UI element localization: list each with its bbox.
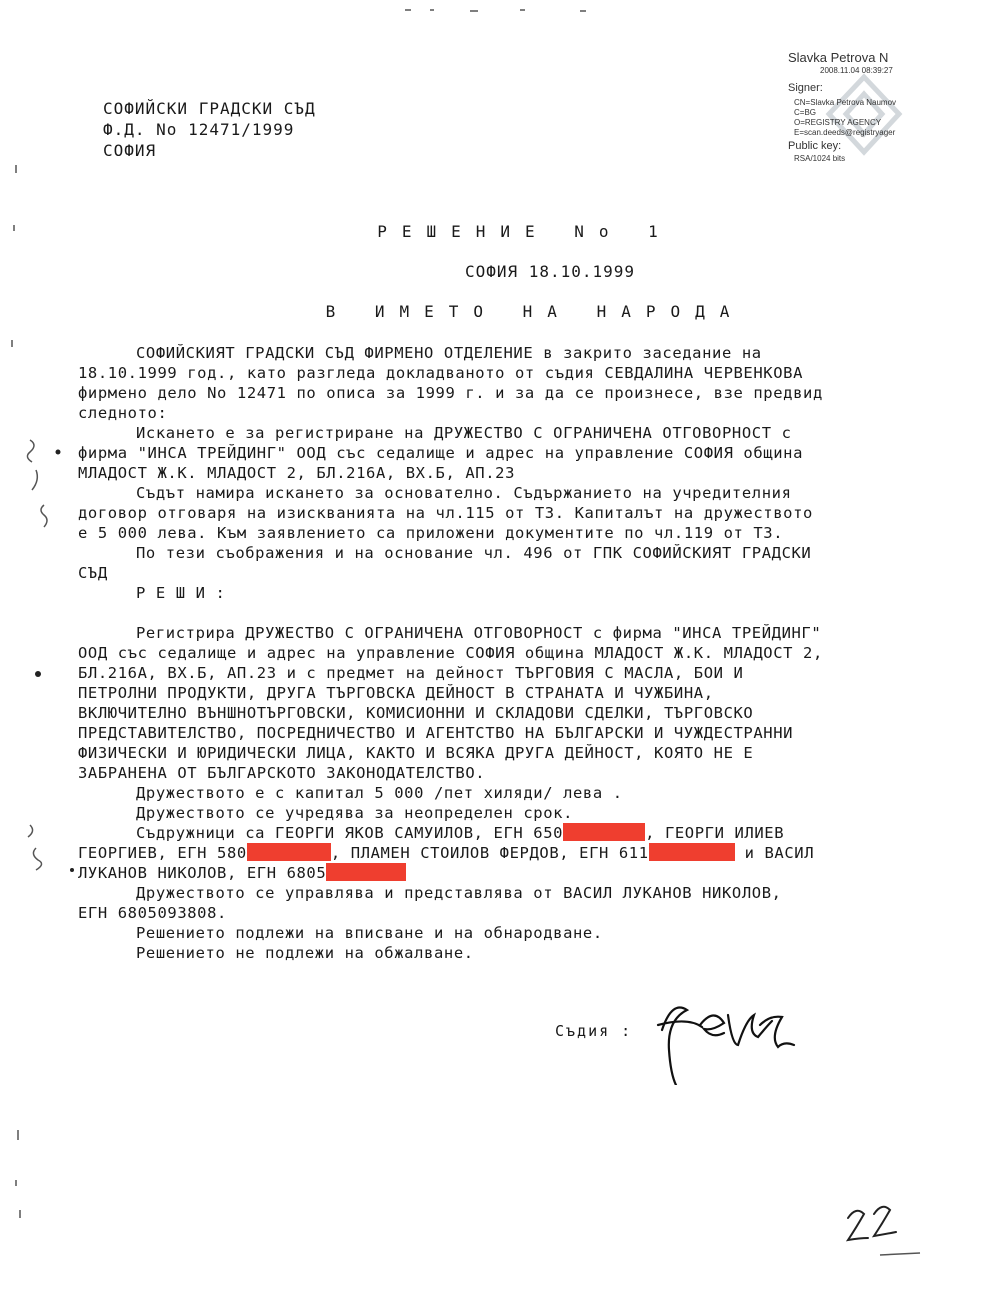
decision-line: следното: bbox=[78, 404, 168, 422]
signer-cn: CN=Slavka Petrova Naumov bbox=[794, 98, 897, 107]
signer-organization: O=REGISTRY AGENCY bbox=[794, 118, 882, 127]
decision-line: СОФИЙСКИЯТ ГРАДСКИ СЪД ФИРМЕНО ОТДЕЛЕНИЕ в закрито заседание на bbox=[136, 344, 762, 362]
partners-line-3 bbox=[78, 863, 978, 883]
decision-line: МЛАДОСТ Ж.К. МЛАДОСТ 2, БЛ.216А, ВХ.Б, АП.23 bbox=[78, 464, 515, 482]
judge-signature-block bbox=[555, 1022, 632, 1040]
decision-line: Съдът намира искането за основателно. Съдържанието на учредителния bbox=[136, 484, 792, 502]
decision-line: Искането е за регистриране на ДРУЖЕСТВО С ОГРАНИЧЕНА ОТГОВОРНОСТ с bbox=[136, 424, 792, 442]
decision-line: Дружеството се учредява за неопределен срок. bbox=[136, 804, 573, 822]
public-key-label: Public key: bbox=[788, 140, 842, 152]
public-key-value: RSA/1024 bits bbox=[794, 154, 846, 163]
page-number-handwritten-icon bbox=[840, 1200, 920, 1250]
partners-text: и ВАСИЛ bbox=[734, 844, 815, 862]
decision-body bbox=[78, 343, 978, 963]
in-the-name-of-the-people: В ИМЕТО НА НАРОДА bbox=[325, 302, 745, 321]
digital-signature-panel bbox=[786, 50, 982, 166]
decision-line: ООД със седалище и адрес на управление СОФИЯ община МЛАДОСТ Ж.К. МЛАДОСТ 2, bbox=[78, 644, 823, 662]
decision-place-date: СОФИЯ 18.10.1999 bbox=[464, 262, 636, 281]
decision-line: По тези съображения и на основание чл. 496 от ГПК СОФИЙСКИЯТ ГРАДСКИ bbox=[136, 544, 812, 562]
decision-line: Дружеството е с капитал 5 000 /пет хиляди/ лева . bbox=[136, 784, 623, 802]
closing-paragraphs bbox=[78, 883, 978, 963]
decision-line: Р Е Ш И : bbox=[136, 584, 226, 602]
decision-line: СЪД bbox=[78, 564, 108, 582]
decision-line: ВКЛЮЧИТЕЛНО ВЪНШНОТЪРГОВСКИ, КОМИСИОННИ И СКЛАДОВИ СДЕЛКИ, ТЪРГОВСКО bbox=[78, 704, 754, 722]
court-name: СОФИЙСКИ ГРАДСКИ СЪД bbox=[103, 99, 316, 118]
closing-line: Решението не подлежи на обжалване. bbox=[136, 944, 474, 962]
decision-line: БЛ.216А, ВХ.Б, АП.23 и с предмет на дейност ТЪРГОВИЯ С МАСЛА, БОИ И bbox=[78, 664, 744, 682]
decision-line: 18.10.1999 год., като разгледа докладваното от съдия СЕВДАЛИНА ЧЕРВЕНКОВА bbox=[78, 364, 804, 382]
signer-label: Signer: bbox=[788, 82, 823, 94]
redaction-box bbox=[247, 843, 331, 861]
decision-paragraphs bbox=[78, 343, 978, 823]
partners-line-1 bbox=[78, 823, 978, 843]
partners-text: , ГЕОРГИ ИЛИЕВ bbox=[645, 824, 785, 842]
partners-text: , ПЛАМЕН СТОИЛОВ ФЕРДОВ, ЕГН 611 bbox=[330, 844, 649, 862]
signer-email: E=scan.deeds@registryager bbox=[794, 128, 896, 137]
court-header bbox=[103, 98, 316, 161]
signer-display-name: Slavka Petrova N bbox=[788, 50, 889, 65]
judge-label: Съдия : bbox=[555, 1022, 633, 1040]
partners-text: Съдружници са ГЕОРГИ ЯКОВ САМУИЛОВ, ЕГН 650 bbox=[136, 824, 564, 842]
decision-line: ЗАБРАНЕНА ОТ БЪЛГАРСКОТО ЗАКОНОДАТЕЛСТВО. bbox=[78, 764, 486, 782]
decision-title: РЕШЕНИЕ No 1 bbox=[377, 222, 673, 241]
decision-line: фирма "ИНСА ТРЕЙДИНГ" ООД със седалище и адрес на управление СОФИЯ община bbox=[78, 444, 804, 462]
closing-line: Дружеството се управлява и представлява от ВАСИЛ ЛУКАНОВ НИКОЛОВ, bbox=[136, 884, 782, 902]
signature-datetime: 2008.11.04 08:39:27 bbox=[820, 66, 893, 75]
judge-handwritten-signature-icon bbox=[650, 985, 800, 1085]
court-city: СОФИЯ bbox=[103, 141, 157, 160]
closing-line: Решението подлежи на вписване и на обнародване. bbox=[136, 924, 603, 942]
case-reference: Ф.Д. No 12471/1999 bbox=[103, 120, 295, 139]
redaction-box bbox=[563, 823, 645, 841]
signer-country: C=BG bbox=[794, 108, 817, 117]
decision-line: ПРЕДСТАВИТЕЛСТВО, ПОСРЕДНИЧЕСТВО И АГЕНТСТВО НА БЪЛГАРСКИ И ЧУЖДЕСТРАННИ bbox=[78, 724, 794, 742]
closing-line: ЕГН 6805093808. bbox=[78, 904, 227, 922]
redaction-box bbox=[649, 843, 735, 861]
partners-text: ГЕОРГИЕВ, ЕГН 580 bbox=[78, 844, 247, 862]
decision-line: ФИЗИЧЕСКИ И ЮРИДИЧЕСКИ ЛИЦА, КАКТО И ВСЯКА ДРУГА ДЕЙНОСТ, КОЯТО НЕ Е bbox=[78, 744, 754, 762]
decision-line: договор отговаря на изискванията на чл.115 от ТЗ. Капиталът на дружеството bbox=[78, 504, 813, 522]
partners-line-2 bbox=[78, 843, 978, 863]
redaction-box bbox=[326, 863, 406, 881]
decision-line: ПЕТРОЛНИ ПРОДУКТИ, ДРУГА ТЪРГОВСКА ДЕЙНОСТ В СТРАНАТА И ЧУЖБИНА, bbox=[78, 684, 714, 702]
decision-line: фирмено дело No 12471 по описа за 1999 г. и за да се произнесе, взе предвид bbox=[78, 384, 823, 402]
partners-text: ЛУКАНОВ НИКОЛОВ, ЕГН 6805 bbox=[78, 864, 327, 882]
decision-line: е 5 000 лева. Към заявлението са приложени документите по чл.119 от ТЗ. bbox=[78, 524, 784, 542]
decision-line: Регистрира ДРУЖЕСТВО С ОГРАНИЧЕНА ОТГОВОРНОСТ с фирма "ИНСА ТРЕЙДИНГ" bbox=[136, 624, 822, 642]
decision-line bbox=[78, 603, 978, 623]
